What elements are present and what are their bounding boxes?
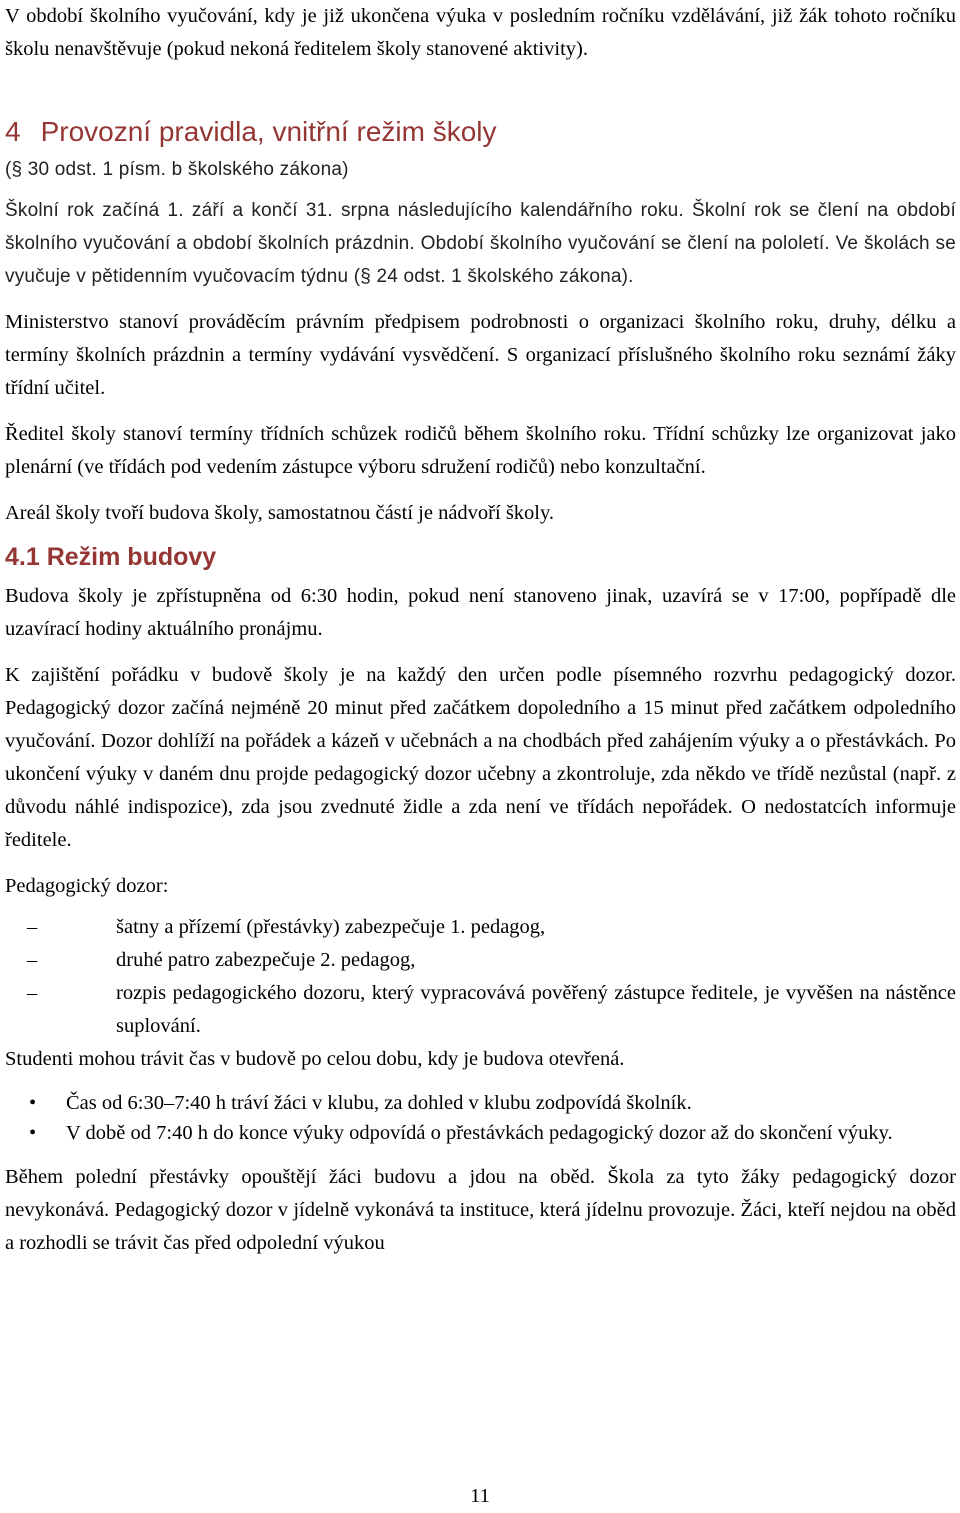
list-item-text: druhé patro zabezpečuje 2. pedagog, (116, 949, 416, 971)
section-number: 4 (5, 116, 21, 147)
building-hours-paragraph: Budova školy je zpřístupněna od 6:30 hodin, pokud není stanoveno jinak, uzavírá se v 17:00, popřípadě dle uzavírací hodiny aktuálního pronájmu. (5, 585, 956, 640)
supervision-dash-list (5, 911, 956, 1043)
subsection-title: Režim budovy (46, 543, 217, 571)
list-item-text: šatny a přízemí (přestávky) zabezpečuje 1. pedagog, (116, 916, 546, 938)
list-item (5, 1118, 956, 1148)
list-item (5, 911, 956, 944)
lunch-break-paragraph: Během polední přestávky opouštějí žáci budovu a jdou na oběd. Škola za tyto žáky pedagogický dozor nevykonává. Pedagogický dozor v jídelně vykonává ta instituce, která jídelnu provozuje. Žáci, kteří nejdou na oběd a rozhodli se trávit čas před odpolední výukou (5, 1166, 956, 1254)
ministry-paragraph: Ministerstvo stanoví prováděcím právním předpisem podrobnosti o organizaci školního roku, druhy, délku a termíny školních prázdnin a termíny vydávání vysvědčení. S organizací příslušného školního roku seznámí žáky třídní učitel. (5, 311, 956, 399)
page-number: 11 (470, 1485, 490, 1507)
dash-marker: – (27, 916, 38, 938)
list-item (5, 1088, 956, 1118)
parent-meetings-paragraph: Ředitel školy stanoví termíny třídních schůzek rodičů během školního roku. Třídní schůzky lze organizovat jako plenární (ve třídách pod vedením zástupce výboru sdružení rodičů) nebo konzultační. (5, 423, 956, 478)
dash-marker: – (27, 949, 38, 971)
students-time-paragraph: Studenti mohou trávit čas v budově po celou dobu, kdy je budova otevřená. (5, 1048, 625, 1070)
supervision-label: Pedagogický dozor: (5, 875, 169, 897)
subsection-number: 4.1 (5, 543, 40, 571)
time-bullet-list (5, 1088, 956, 1148)
list-item (5, 944, 956, 977)
intro-paragraph: V období školního vyučování, kdy je již ukončena výuka v posledním ročníku vzdělávání, již žák tohoto ročníku školu nenavštěvuje (pokud nekoná ředitelem školy stanovené aktivity). (5, 5, 956, 60)
bullet-marker: • (29, 1092, 37, 1114)
list-item (5, 977, 956, 1043)
school-area-paragraph: Areál školy tvoří budova školy, samostatnou částí je nádvoří školy. (5, 502, 555, 524)
section-heading-4 (5, 113, 956, 151)
bullet-marker: • (29, 1122, 37, 1144)
legal-reference: (§ 30 odst. 1 písm. b školského zákona) (5, 159, 349, 180)
list-item-text: Čas od 6:30–7:40 h tráví žáci v klubu, za dohled v klubu zodpovídá školník. (66, 1092, 692, 1114)
supervision-paragraph: K zajištění pořádku v budově školy je na každý den určen podle písemného rozvrhu pedagogický dozor. Pedagogický dozor začíná nejméně 20 minut před začátkem dopoledního a 15 minut před začátkem odpoledního vyučování. Dozor dohlíží na pořádek a kázeň v učebnách a na chodbách před zahájením výuky a o přestávkách. Po ukončení výuky v daném dnu projde pedagogický dozor učebny a zkontroluje, zda někdo ve třídě nezůstal (např. z důvodu náhlé indispozice), zda jsou zvednuté židle a zda není ve třídách nepořádek. O nedostatcích informuje ředitele. (5, 664, 956, 851)
section-title: Provozní pravidla, vnitřní režim školy (40, 116, 497, 147)
school-year-paragraph: Školní rok začíná 1. září a končí 31. srpna následujícího kalendářního roku. Školní rok se člení na období školního vyučování a období školních prázdnin. Období školního vyučování se člení na pololetí. Ve školách se vyučuje v pětidenním vyučovacím týdnu (§ 24 odst. 1 školského zákona). (5, 200, 956, 287)
list-item-text: rozpis pedagogického dozoru, který vypracovává pověřený zástupce ředitele, je vyvěšen na nástěnce suplování. (116, 982, 956, 1037)
section-heading-4-1 (5, 540, 956, 574)
dash-marker: – (27, 982, 38, 1004)
list-item-text: V době od 7:40 h do konce výuky odpovídá o přestávkách pedagogický dozor až do skončení výuky. (66, 1122, 893, 1144)
